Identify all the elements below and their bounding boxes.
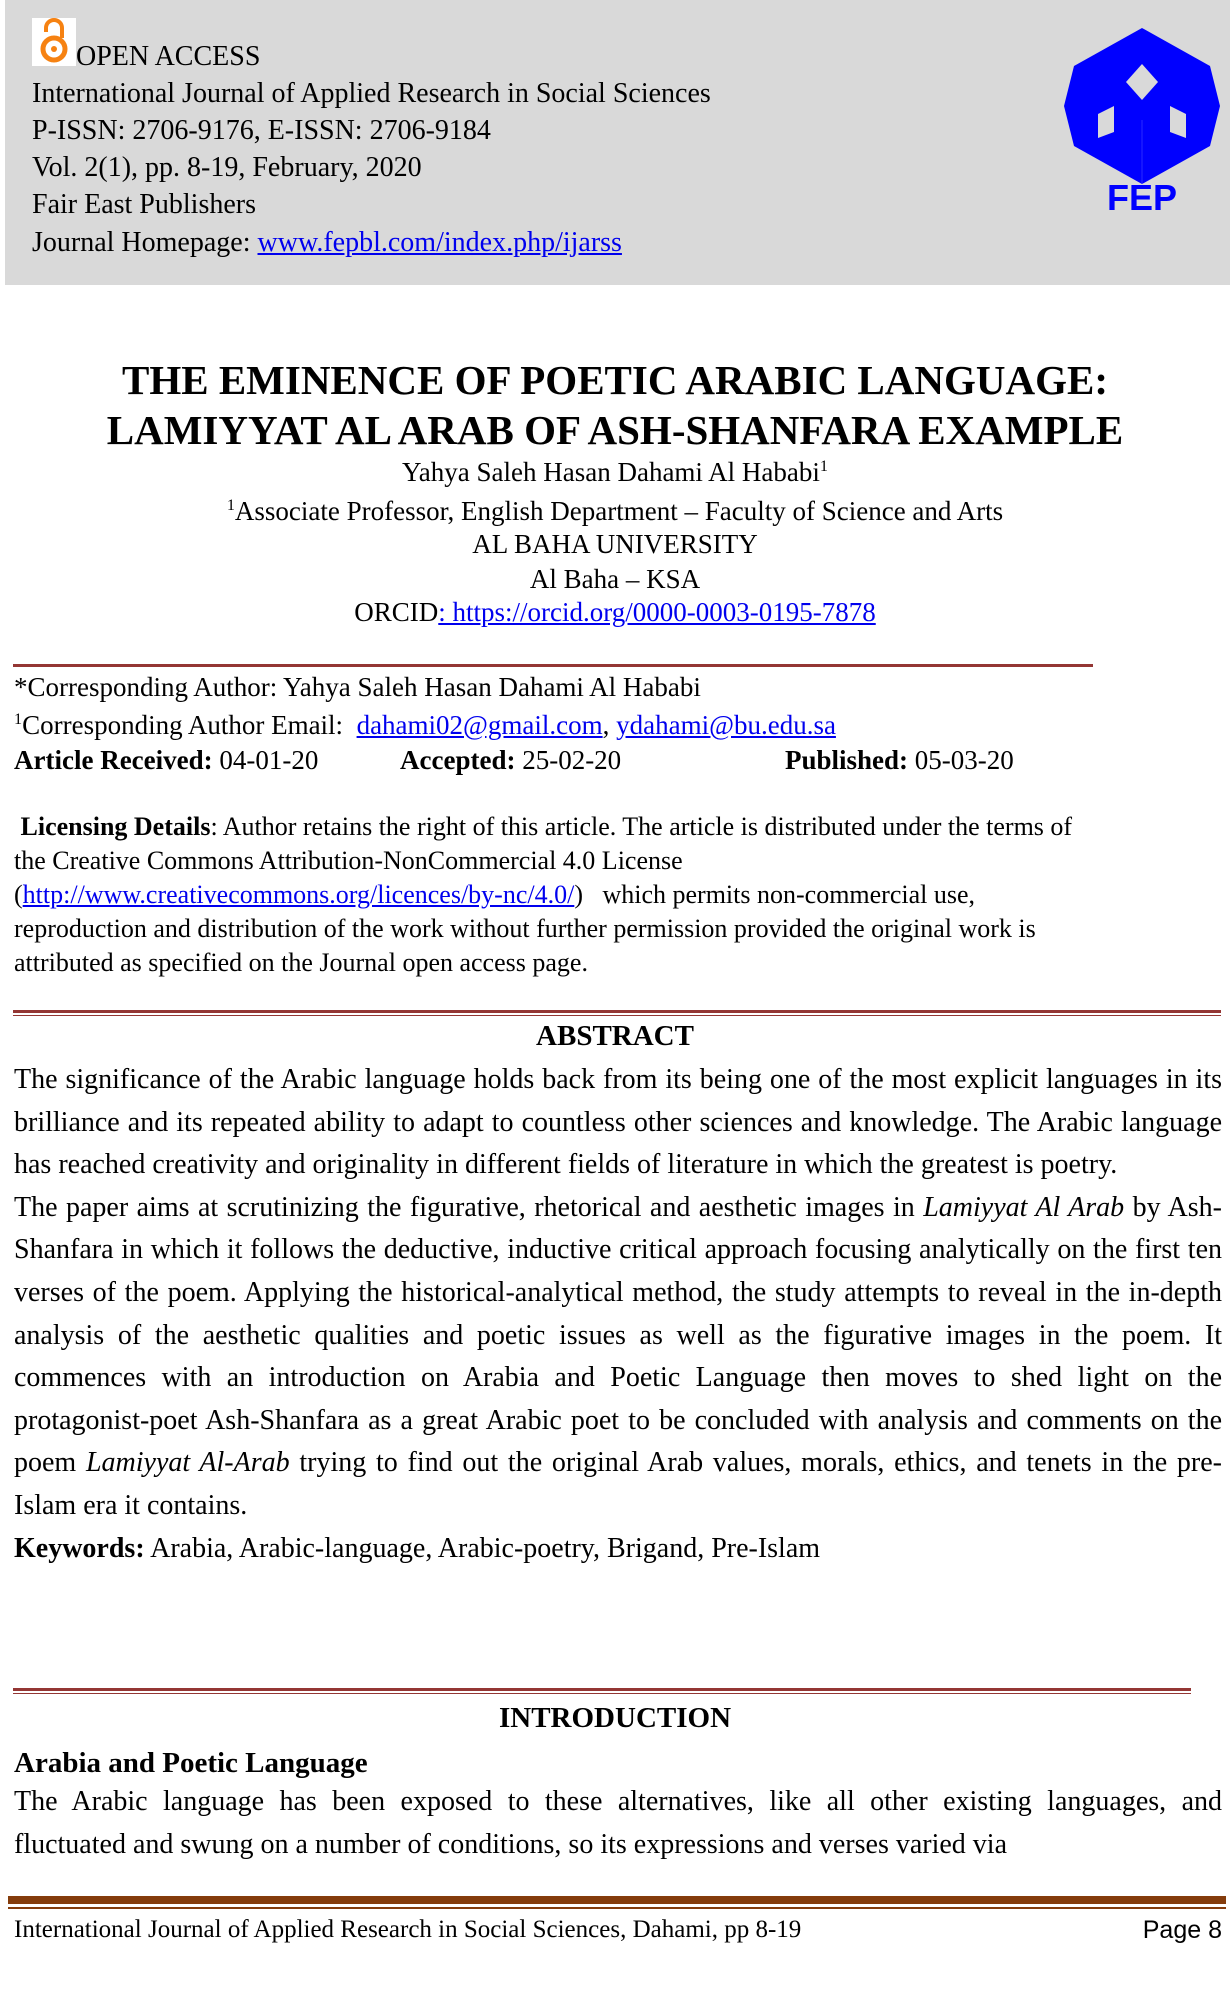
orcid-label: ORCID (354, 597, 439, 627)
introduction-heading: INTRODUCTION (498, 1702, 732, 1734)
author-affiliation (0, 494, 1230, 528)
title-line-1: THE EMINENCE OF POETIC ARABIC LANGUAGE: (121, 357, 1108, 403)
footer-rule-thin (8, 1907, 1226, 1909)
keywords (14, 1528, 1222, 1571)
p2-text-c: by Ash-Shanfara in which it follows the deductive, inductive critical approach focusing analytically on the first ten verses of the poem. Applying the historical-analytical method, the study attempts to reveal in the in-depth analysis of the aesthetic qualities and poetic issues as well as the figurative images in the poem. It commences with an introduction on Arabia and Poetic Language then moves to shed light on the protagonist-poet Ash-Shanfara as a great Arabic poet to be concluded with analysis and comments on the poem (14, 1191, 1222, 1479)
location: Al Baha – KSA (529, 564, 701, 594)
footer-rule-thick (8, 1896, 1226, 1904)
orcid (0, 595, 1230, 629)
author-sup: 1 (819, 457, 828, 475)
journal-header-band (5, 0, 1230, 285)
keywords-label: Keywords: (14, 1532, 145, 1564)
license-link[interactable]: http://www.creativecommons.org/licences/by-nc/4.0/ (22, 880, 575, 909)
page-number: Page 8 (1142, 1916, 1222, 1944)
orcid-link[interactable]: : https://orcid.org/0000-0003-0195-7878 (438, 597, 876, 627)
licensing-line-2: the Creative Commons Attribution-NonCommercial 4.0 License (14, 846, 683, 875)
svg-text:FEP: FEP (1106, 177, 1178, 214)
licensing-details (14, 810, 1072, 980)
email-sup: 1 (14, 710, 23, 728)
double-divider-2 (13, 1688, 1191, 1694)
volume-info: Vol. 2(1), pp. 8-19, February, 2020 (32, 152, 422, 183)
publisher: Fair East Publishers (32, 189, 256, 220)
intro-subheading: Arabia and Poetic Language (14, 1747, 368, 1779)
licensing-text: : Author retains the right of this article. The article is distributed under the terms of (210, 812, 1073, 841)
double-divider (13, 1010, 1221, 1016)
keywords-text: Arabia, Arabic-language, Arabic-poetry, Brigand, Pre-Islam (144, 1532, 821, 1564)
corresponding-author: *Corresponding Author: Yahya Saleh Hasan Dahami Al Hababi (14, 672, 701, 702)
article-dates (14, 743, 318, 777)
accepted-label: Accepted: (400, 745, 516, 775)
abstract-paragraph-2 (14, 1187, 1222, 1528)
published (785, 743, 1014, 777)
author-name-text: Yahya Saleh Hasan Dahami Al Hababi (401, 457, 820, 487)
received-date: 04-01-20 (212, 745, 319, 775)
p2-text-a: The paper aims at scrutinizing the figurative, rhetorical and aesthetic images in (14, 1191, 924, 1223)
received-label: Article Received: (14, 745, 213, 775)
journal-name: International Journal of Applied Research in Social Sciences (32, 78, 711, 109)
licensing-line-3: (http://www.creativecommons.org/licences/by-nc/4.0/) which permits non-commercial use, (14, 880, 976, 909)
issn: P-ISSN: 2706-9176, E-ISSN: 2706-9184 (32, 115, 491, 146)
email-link-1[interactable]: dahami02@gmail.com (356, 710, 603, 740)
title-line-2: LAMIYYAT AL ARAB OF ASH-SHANFARA EXAMPLE (106, 407, 1124, 453)
licensing-line-4: reproduction and distribution of the work without further permission provided the original work is (14, 914, 1036, 943)
accepted (400, 743, 621, 777)
open-access-label: OPEN ACCESS (76, 41, 261, 72)
intro-paragraph: The Arabic language has been exposed to these alternatives, like all other existing languages, and fluctuated and swung on a number of conditions, so its expressions and verses varied via (14, 1786, 1222, 1860)
author-name (0, 455, 1230, 489)
homepage-link[interactable]: www.fepbl.com/index.php/ijarss (257, 227, 622, 258)
divider (13, 664, 1093, 667)
licensing-line-3-rest: ) which permits non-commercial use, (574, 880, 976, 909)
email-link-2[interactable]: ydahami@bu.edu.sa (616, 710, 836, 740)
abstract-body (14, 1059, 1222, 1570)
licensing-line-5: attributed as specified on the Journal open access page. (14, 948, 588, 977)
fep-logo (1060, 24, 1225, 214)
university: AL BAHA UNIVERSITY (472, 529, 758, 559)
email-label: Corresponding Author Email: (22, 710, 344, 740)
corresponding-email: $^1$Corresponding Author Email: dahami02@gmail.com, ydahami@bu.edu.sa (14, 710, 836, 740)
p2-italic-title-2: Lamiyyat Al-Arab (85, 1447, 290, 1479)
licensing-line-1 (14, 810, 1072, 844)
affiliation-text: Associate Professor, English Department – Faculty of Science and Arts (234, 496, 1004, 526)
journal-homepage (32, 224, 622, 261)
footer-citation: International Journal of Applied Research in Social Sciences, Dahami, pp 8-19 (14, 1916, 802, 1943)
homepage-label: Journal Homepage: (32, 227, 258, 258)
licensing-label: Licensing Details (20, 812, 211, 841)
abstract-heading: ABSTRACT (536, 1020, 694, 1052)
published-label: Published: (785, 745, 909, 775)
open-access-icon (32, 18, 76, 66)
published-date: 05-03-20 (908, 745, 1014, 775)
affiliation-sup: 1 (226, 496, 235, 514)
abstract-paragraph-1: The significance of the Arabic language holds back from its being one of the most explicit languages in its brilliance and its repeated ability to adapt to countless other sciences and knowledge. The Arabic language has reached creativity and originality in different fields of literature in which the greatest is poetry. (14, 1064, 1222, 1181)
accepted-date: 25-02-20 (515, 745, 622, 775)
p2-text-e: trying to find out the original Arab values, morals, ethics, and tenets in the pre-Islam era it contains. (14, 1447, 1222, 1521)
p2-italic-title: Lamiyyat Al Arab (923, 1191, 1125, 1223)
